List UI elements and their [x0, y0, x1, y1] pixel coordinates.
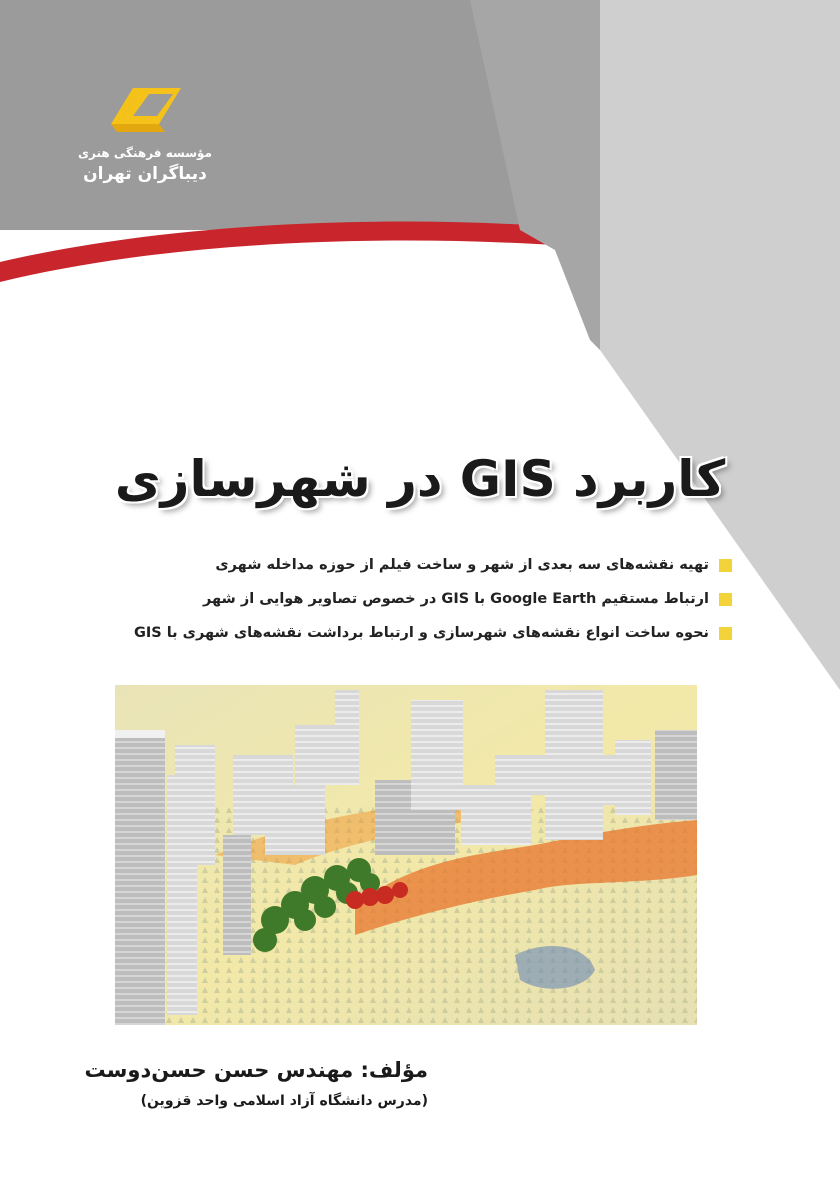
feature-list	[92, 548, 732, 650]
author-affiliation: (مدرس دانشگاه آزاد اسلامی واحد قزوین)	[140, 1093, 428, 1109]
publisher-name-line2: دیباگران تهران	[83, 164, 207, 184]
feature-text: ارتباط مستقیم Google Earth با GIS در خصوص تصاویر هوایی از شهر	[202, 591, 709, 607]
feature-item	[92, 582, 732, 616]
feature-text: تهیه نقشه‌های سه بعدی از شهر و ساخت فیلم از حوزه مداخله شهری	[215, 557, 709, 573]
publisher-name-line1: مؤسسه فرهنگی هنری	[78, 146, 212, 160]
bullet-square-icon	[719, 559, 732, 572]
publisher-logo	[60, 80, 230, 184]
feature-item	[92, 548, 732, 582]
bullet-square-icon	[719, 593, 732, 606]
author-name: مؤلف: مهندس حسن حسن‌دوست	[84, 1058, 428, 1082]
feature-item	[92, 616, 732, 650]
book-title: کاربرد GIS در شهرسازی	[114, 450, 726, 508]
3d-city-model-illustration	[115, 685, 697, 1025]
bullet-square-icon	[719, 627, 732, 640]
feature-text: نحوه ساخت انواع نقشه‌های شهرسازی و ارتباط برداشت نقشه‌های شهری با GIS	[133, 625, 709, 641]
publisher-logo-icon	[103, 80, 187, 140]
